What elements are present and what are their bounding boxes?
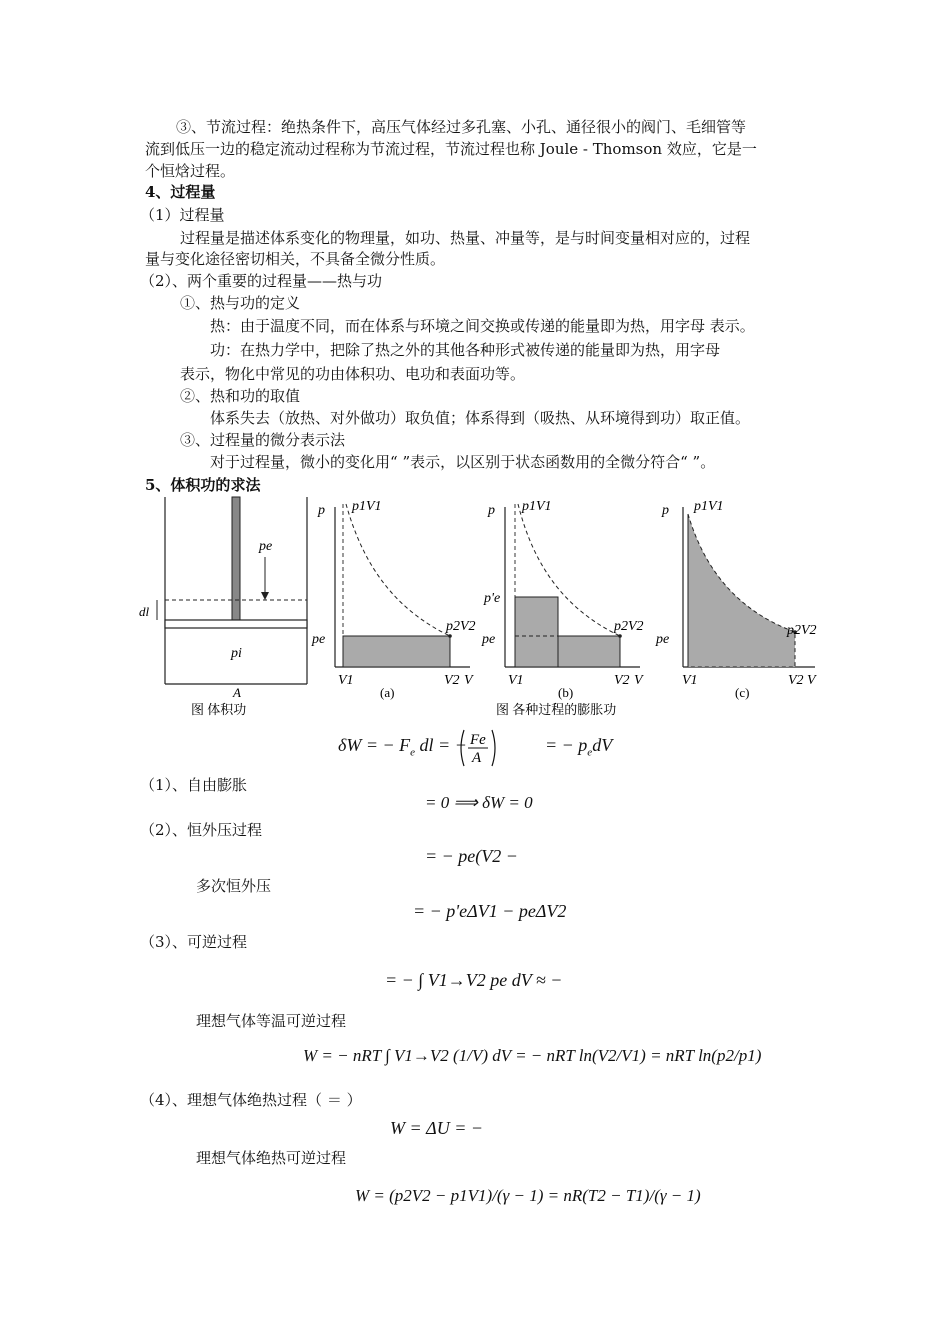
graph-b-V1: V1 (508, 673, 524, 688)
graph-a (310, 492, 485, 722)
area-label: A (233, 685, 241, 700)
process-quantity-para-1: 过程量是描述体系变化的物理量，如功、热量、冲量等，是与时间变量相对应的，过程 (180, 229, 751, 247)
graph-c-pt2: p2V2 (787, 623, 817, 638)
piston-figure (135, 492, 315, 722)
graph-b (480, 492, 655, 722)
graph-c-V2: V2 (788, 673, 804, 688)
eq-main-left: δW = − $F_e$ dl = − (338, 735, 467, 759)
throttling-line-1: ③、节流过程：绝热条件下，高压气体经过多孔塞、小孔、通径很小的阀门、毛细管等 (176, 118, 747, 136)
graph-c-pt1: p1V1 (694, 499, 724, 514)
graph-a-pe: pe (312, 632, 326, 647)
graph-b-pt2: p2V2 (614, 619, 644, 634)
eq-constant-pressure: = − pe(V2 − (425, 846, 518, 866)
heat-definition: 热：由于温度不同，而在体系与环境之间交换或传递的能量即为热，用字母 表示。 (210, 317, 755, 335)
graph-a-V1: V1 (338, 673, 354, 688)
graph-a-pt2: p2V2 (446, 619, 476, 634)
piston-caption: 图 体积功 (191, 702, 247, 717)
eq-adiabatic-reversible: W = (p2V2 − p1V1)/(γ − 1) = nR(T2 − T1)/(γ − 1) (355, 1186, 701, 1205)
differential-text: 对于过程量，微小的变化用“ ”表示，以区别于状态函数用的全微分符合“ ”。 (210, 453, 716, 471)
eq-main-d: dV (592, 735, 613, 755)
work-definition-2: 表示，物化中常见的功由体积功、电功和表面功等。 (180, 365, 526, 383)
graphs-caption: 图 各种过程的膨胀功 (496, 702, 617, 717)
graph-b-pe: pe (482, 632, 496, 647)
adiabatic-reversible-heading: 理想气体绝热可逆过程 (196, 1149, 347, 1167)
eq-main-frac-num: Fe (470, 732, 486, 748)
graph-a-sublabel: (a) (380, 685, 395, 700)
eq-main-frac-den: A (472, 750, 482, 766)
subsection-1-heading: （1）过程量 (140, 206, 225, 224)
eq-main-fraction (458, 728, 498, 768)
differential-heading: ③、过程量的微分表示法 (180, 431, 346, 449)
graph-a-pt1: p1V1 (352, 499, 382, 514)
case-4-heading: （4）、理想气体绝热过程（ ＝ ） (140, 1091, 362, 1109)
throttling-line-2: 流到低压一边的稳定流动过程称为节流过程，节流过程也称 Joule - Thomson 效应，它是一 (145, 140, 757, 158)
pi-label: pi (231, 646, 242, 661)
graph-b-V2: V2 (614, 673, 630, 688)
case-1-heading: （1）、自由膨胀 (140, 776, 248, 794)
graph-b-axis-V: V (634, 673, 643, 688)
eq-main-b: dl = − (419, 735, 467, 755)
subsection-2-heading: （2）、两个重要的过程量——热与功 (140, 272, 383, 290)
isothermal-heading: 理想气体等温可逆过程 (196, 1012, 347, 1030)
graph-c-axis-V: V (807, 673, 816, 688)
graph-c-V1: V1 (682, 673, 698, 688)
graph-b-sublabel: (b) (558, 685, 574, 700)
pe-label: pe (259, 539, 273, 554)
section-5-heading: 5、体积功的求法 (145, 476, 261, 494)
section-4-heading: 4、过程量 (145, 183, 216, 201)
eq-main-a: δW = − F (338, 735, 411, 755)
process-quantity-para-2: 量与变化途径密切相关，不具备全微分性质。 (145, 250, 446, 268)
multi-step-heading: 多次恒外压 (196, 877, 272, 895)
eq-isothermal: W = − nRT ∫ V1→V2 (1/V) dV = − nRT ln(V2/V1) = nRT ln(p2/p1) (303, 1046, 762, 1065)
eq-adiabatic: W = ΔU = − (390, 1118, 483, 1138)
graph-c-axis-p: p (662, 503, 669, 518)
sign-convention: 体系失去（放热、对外做功）取负值；体系得到（吸热、从环境得到功）取正值。 (210, 409, 751, 427)
graph-c-pe: pe (656, 632, 670, 647)
eq-reversible: = − ∫ V1→V2 pe dV ≈ − (385, 970, 563, 990)
dl-label: dl (139, 604, 150, 619)
graph-a-V2: V2 (444, 673, 460, 688)
graph-b-pt1: p1V1 (522, 499, 552, 514)
eq-multi-step: = − p'eΔV1 − peΔV2 (413, 901, 567, 921)
graph-c-sublabel: (c) (735, 685, 750, 700)
graph-b-pe-prime: p'e (484, 591, 501, 606)
eq-main-c: = − p (545, 735, 588, 755)
heat-work-def-heading: ①、热与功的定义 (180, 294, 301, 312)
case-3-heading: （3）、可逆过程 (140, 933, 248, 951)
graph-b-axis-p: p (488, 503, 495, 518)
work-definition-1: 功：在热力学中，把除了热之外的其他各种形式被传递的能量即为热，用字母 (210, 341, 721, 359)
eq-free-expansion: = 0 ⟹ δW = 0 (425, 793, 533, 812)
sign-convention-heading: ②、热和功的取值 (180, 387, 301, 405)
throttling-line-3: 个恒焓过程。 (145, 162, 236, 180)
eq-main-right: = − $p_edV$ (545, 735, 613, 759)
graph-a-axis-V: V (464, 673, 473, 688)
case-2-heading: （2）、恒外压过程 (140, 821, 263, 839)
graph-a-axis-p: p (318, 503, 325, 518)
graph-c (650, 492, 825, 722)
